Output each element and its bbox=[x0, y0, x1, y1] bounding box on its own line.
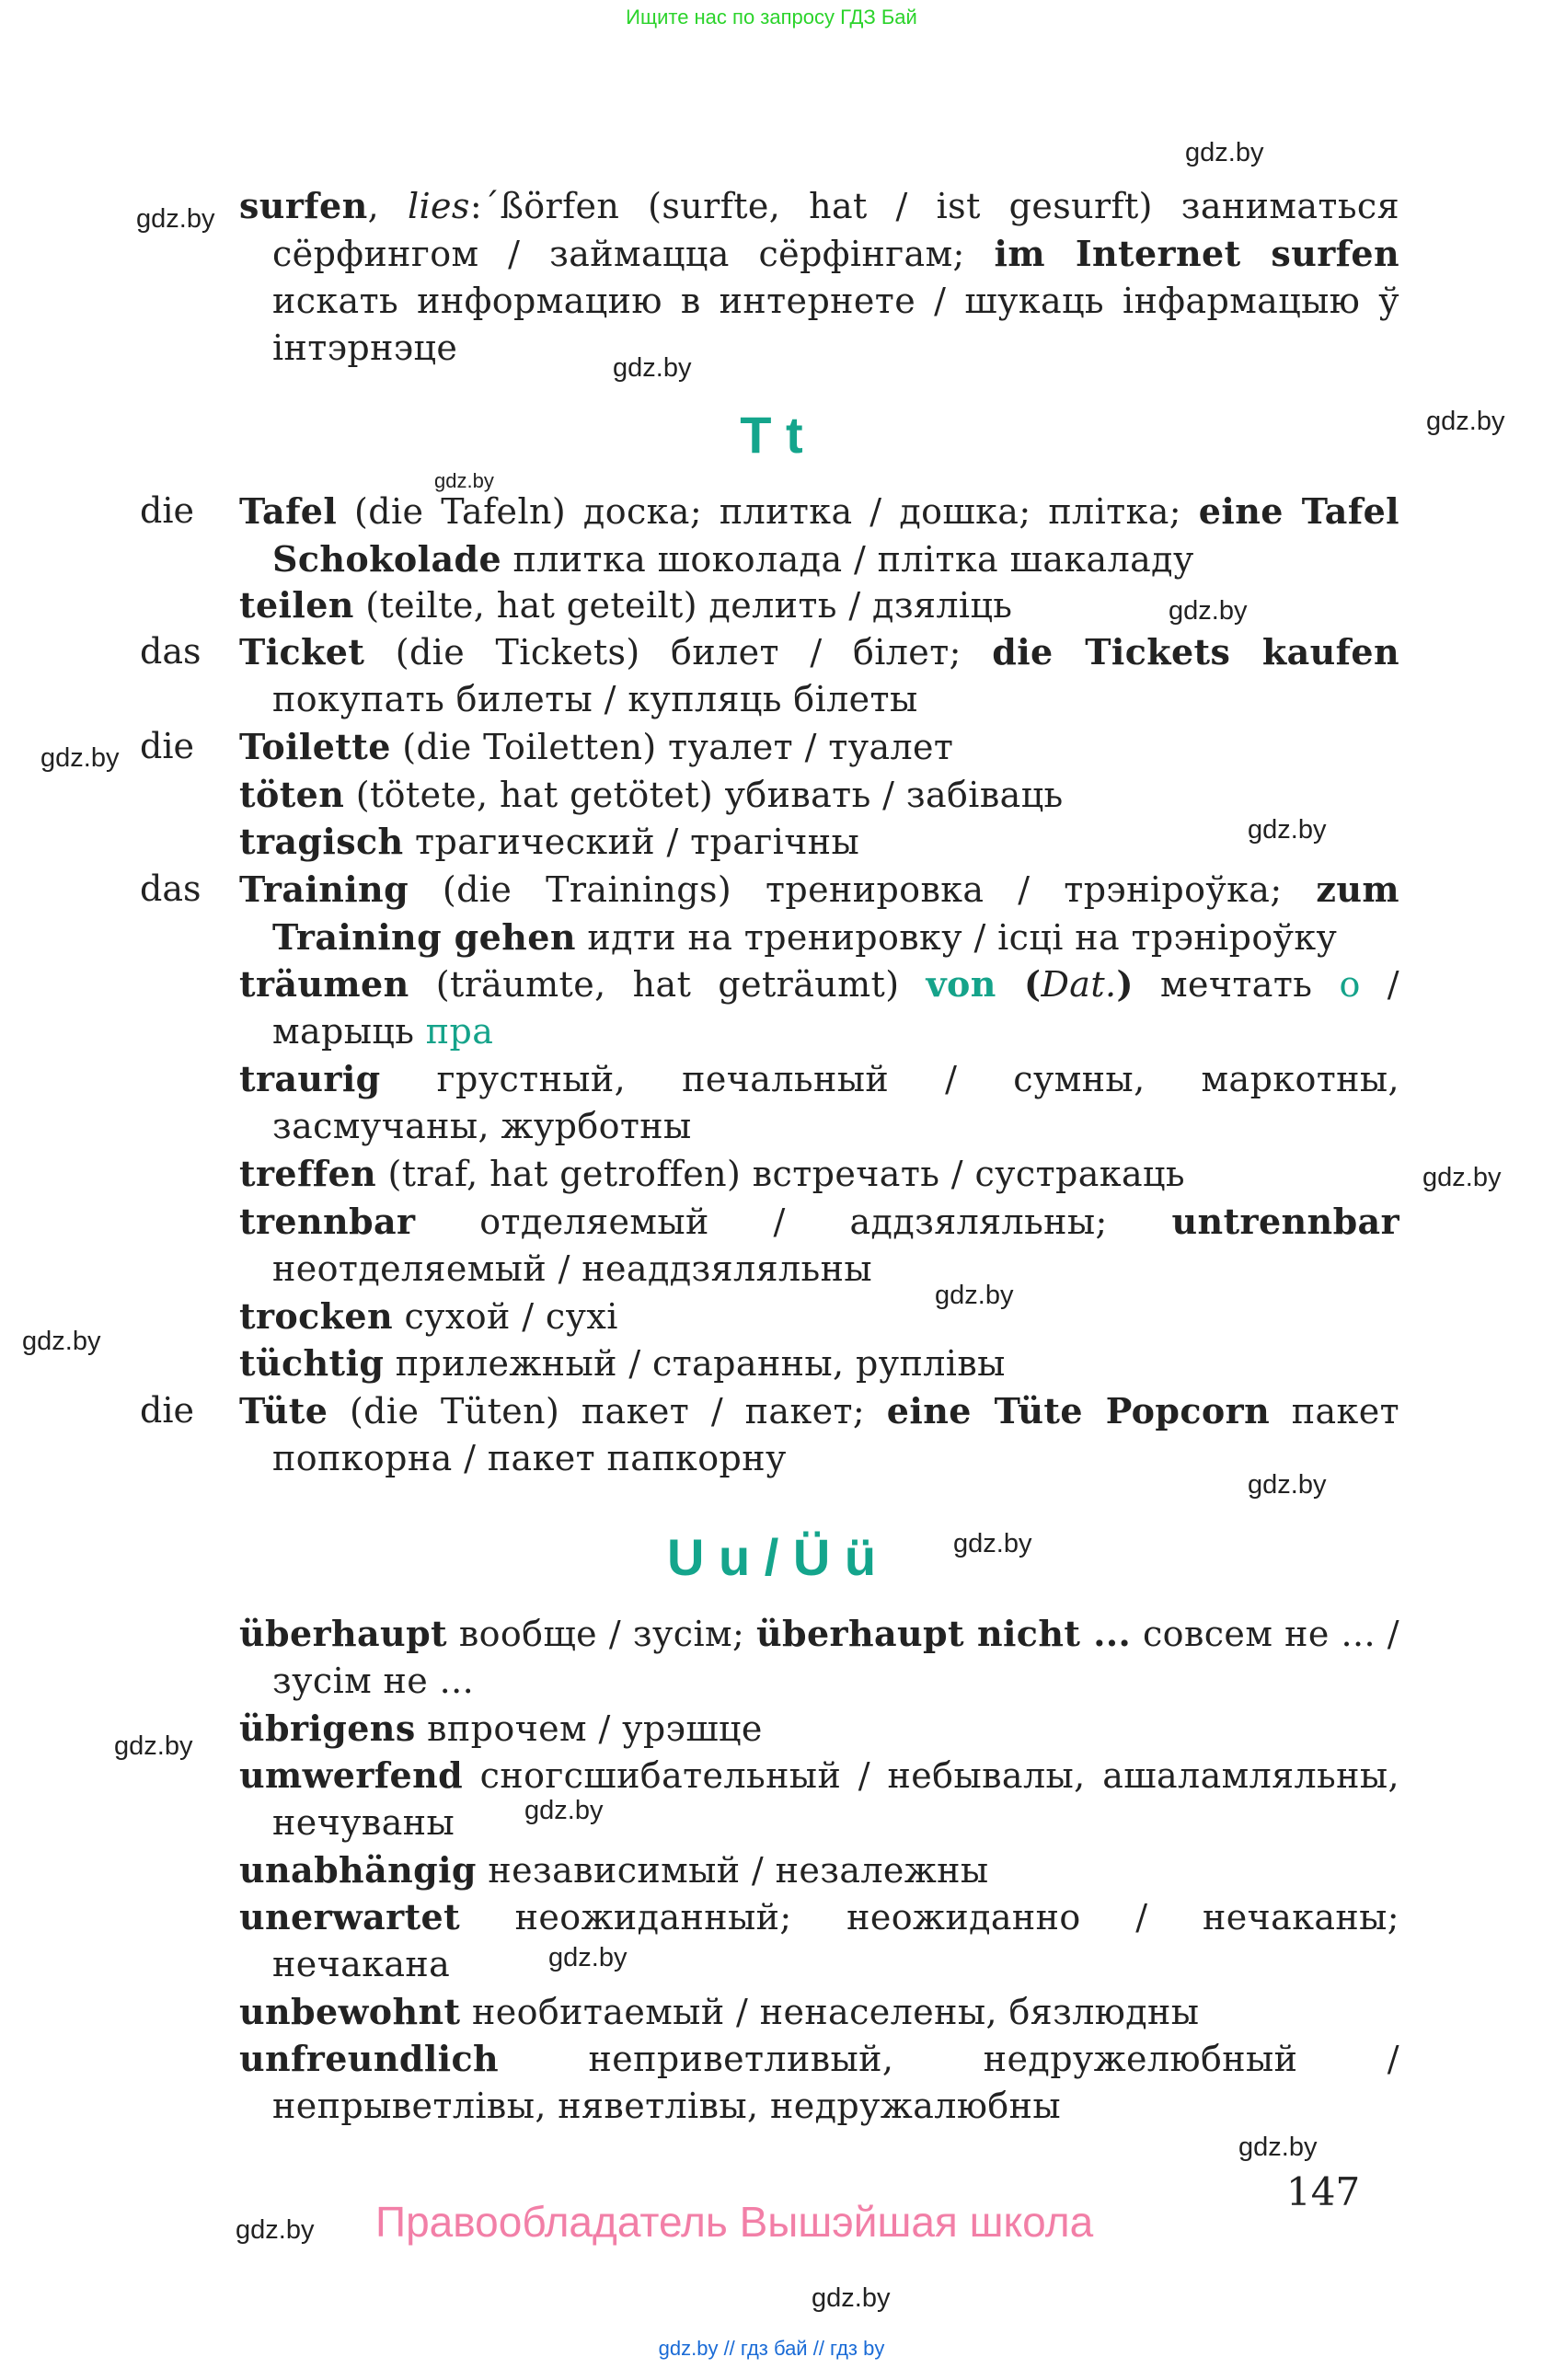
entry-traeumen bbox=[239, 960, 1399, 1055]
entry-tuete bbox=[239, 1387, 1399, 1482]
entry-surfen bbox=[239, 182, 1399, 372]
entry-text: прилежный / старанны, руплівы bbox=[384, 1343, 1006, 1384]
copyright-holder: Правообладатель Вышэйшая школа bbox=[375, 2198, 1094, 2246]
entry-text: (tötete, hat getötet) убивать / забіваць bbox=[344, 775, 1064, 815]
entry-tuechtig bbox=[239, 1339, 1399, 1387]
headword: Toilette bbox=[239, 726, 391, 767]
entry-text: ) bbox=[1116, 963, 1134, 1005]
entry-unerwartet bbox=[239, 1893, 1399, 1988]
entry-text: отделяемый / аддзяляльны; bbox=[415, 1201, 1172, 1242]
watermark: gdz.by bbox=[22, 1327, 101, 1356]
entry-text: (die Tafeln) доска; плитка / дошка; плітка; bbox=[337, 491, 1199, 532]
headword: Tafel bbox=[239, 490, 338, 532]
preposition: пра bbox=[425, 1011, 494, 1052]
watermark: gdz.by bbox=[812, 2283, 891, 2313]
entry-text: неприветливый, недружелюбный / непрыветлівы, нявeтлівы, недружалюбны bbox=[272, 2039, 1399, 2126]
headword: tragisch bbox=[239, 821, 404, 862]
headword: umwerfend bbox=[239, 1754, 464, 1796]
entry-training bbox=[239, 866, 1399, 961]
section-letter-t: T t bbox=[740, 406, 803, 464]
entry-text: необитаемый / ненаселены, бязлюдны bbox=[460, 1992, 1200, 2032]
watermark: gdz.by bbox=[613, 353, 692, 383]
lies-label: lies bbox=[407, 186, 470, 226]
phrase: zum Training gehen bbox=[272, 868, 1399, 958]
entry-text: (die Tüten) пакет / пакет; bbox=[328, 1391, 887, 1431]
headword: überhaupt bbox=[239, 1613, 447, 1654]
headword: töten bbox=[239, 774, 345, 815]
entry-text: независимый / незалежны bbox=[476, 1850, 989, 1891]
entry-text: (traf, hat getroffen) встречать / сустракаць bbox=[376, 1154, 1185, 1194]
watermark: gdz.by bbox=[1422, 1163, 1502, 1192]
article: die bbox=[140, 726, 194, 766]
entry-text: идти на тренировку / ісці на трэніроўку bbox=[575, 917, 1338, 958]
watermark: gdz.by bbox=[524, 1796, 604, 1825]
headword: Ticket bbox=[239, 631, 365, 673]
entry-text: / марыць bbox=[272, 964, 1400, 1052]
headword: tüchtig bbox=[239, 1342, 385, 1384]
entry-unfreundlich bbox=[239, 2035, 1399, 2130]
preposition: о bbox=[1339, 964, 1361, 1005]
entry-tragisch bbox=[239, 818, 1399, 866]
entry-text: сногсшибательный / небывалы, ашаламляльны, нечуваны bbox=[272, 1755, 1399, 1843]
article: die bbox=[140, 490, 194, 531]
watermark: gdz.by bbox=[1169, 596, 1248, 626]
entry-trocken bbox=[239, 1293, 1399, 1340]
entry-text: (die Trainings) тренировка / трэніроўка; bbox=[409, 869, 1317, 910]
entry-unabhaengig bbox=[239, 1846, 1399, 1894]
entry-text: совсем не ... / зусім не ... bbox=[272, 1614, 1399, 1701]
headword: surfen bbox=[239, 185, 368, 226]
entry-treffen bbox=[239, 1150, 1399, 1198]
watermark: gdz.by bbox=[548, 1943, 628, 1972]
watermark: gdz.by bbox=[1238, 2133, 1318, 2162]
entry-text: грустный, печальный / сумны, маркотны, засмучаны, журботны bbox=[272, 1059, 1399, 1146]
entry-text: трагический / трагічны bbox=[403, 822, 860, 862]
watermark: gdz.by bbox=[1248, 815, 1327, 845]
page-number: 147 bbox=[1286, 2169, 1361, 2214]
entry-text: (die Tickets) билет / білет; bbox=[364, 632, 993, 673]
entry-text: неожиданный; неожиданно / нечаканы; нечакана bbox=[272, 1897, 1399, 1984]
entry-traurig bbox=[239, 1055, 1399, 1150]
watermark: gdz.by bbox=[935, 1281, 1014, 1310]
phrase: untrennbar bbox=[1171, 1201, 1399, 1242]
entry-text: мечтать bbox=[1133, 964, 1340, 1005]
headword: unbewohnt bbox=[239, 1991, 461, 2032]
entry-toilette bbox=[239, 723, 1399, 771]
phrase: eine Tüte Popcorn bbox=[886, 1390, 1271, 1431]
entry-text: ( bbox=[996, 963, 1042, 1005]
watermark: gdz.by bbox=[236, 2215, 315, 2245]
watermark: gdz.by bbox=[953, 1529, 1032, 1558]
entry-text: впрочем / урэшце bbox=[415, 1708, 763, 1749]
watermark: gdz.by bbox=[114, 1731, 193, 1761]
entry-text: :´ßörfen (surfte, hat / ist gesurft) заниматься сёрфингом / займацца сёрфінгам; bbox=[272, 186, 1399, 274]
entry-tafel bbox=[239, 488, 1399, 583]
entry-text: сухой / сухі bbox=[393, 1296, 618, 1337]
section-letter-u: U u / Ü ü bbox=[666, 1528, 877, 1586]
watermark: gdz.by bbox=[40, 743, 120, 773]
watermark: gdz.by bbox=[1426, 407, 1505, 436]
article: das bbox=[140, 631, 202, 672]
headword: Training bbox=[239, 868, 409, 910]
phrase: im Internet surfen bbox=[994, 233, 1400, 274]
bottom-links[interactable]: gdz.by // гдз бай // гдз by bbox=[658, 2337, 885, 2360]
headword: Tüte bbox=[239, 1390, 328, 1431]
headword: trocken bbox=[239, 1295, 393, 1337]
entry-ueberhaupt bbox=[239, 1610, 1399, 1705]
watermark: gdz.by bbox=[434, 469, 494, 492]
watermark: gdz.by bbox=[136, 204, 215, 234]
headword: träumen bbox=[239, 963, 409, 1005]
entry-text: (teilte, hat geteilt) делить / дзяліць bbox=[353, 585, 1013, 626]
entry-text: плитка шоколада / плітка шакаладу bbox=[501, 539, 1194, 580]
headword: unfreundlich bbox=[239, 2038, 500, 2079]
entry-uebrigens bbox=[239, 1705, 1399, 1753]
preposition: von bbox=[926, 963, 996, 1005]
watermark: gdz.by bbox=[1185, 138, 1264, 167]
phrase: überhaupt nicht ... bbox=[755, 1613, 1132, 1654]
entry-text: покупать билеты / купляць білеты bbox=[272, 679, 918, 719]
headword: übrigens bbox=[239, 1707, 416, 1749]
headword: trennbar bbox=[239, 1201, 416, 1242]
entry-ticket bbox=[239, 628, 1399, 723]
article: die bbox=[140, 1390, 194, 1431]
headword: treffen bbox=[239, 1153, 377, 1194]
entry-text: , bbox=[367, 186, 408, 226]
top-banner[interactable]: Ищите нас по запросу ГДЗ Бай bbox=[626, 6, 917, 29]
phrase: die Tickets kaufen bbox=[992, 631, 1399, 673]
article: das bbox=[140, 868, 202, 909]
entry-trennbar bbox=[239, 1198, 1399, 1293]
headword: traurig bbox=[239, 1058, 381, 1099]
entry-teilen bbox=[239, 581, 1399, 629]
entry-toeten bbox=[239, 771, 1399, 819]
entry-text: (träumte, hat geträumt) bbox=[409, 964, 927, 1005]
entry-text: (die Toiletten) туалет / туалет bbox=[390, 727, 954, 767]
entry-unbewohnt bbox=[239, 1988, 1399, 2036]
entry-text: искать информацию в интернете / шукаць інфармацыю ў інтэрнэце bbox=[272, 281, 1399, 368]
headword: teilen bbox=[239, 584, 354, 626]
entry-text: неотделяемый / неаддзяляльны bbox=[272, 1248, 872, 1289]
headword: unerwartet bbox=[239, 1896, 461, 1937]
case-label: Dat. bbox=[1041, 964, 1117, 1005]
entry-text: вообще / зусім; bbox=[447, 1614, 756, 1654]
headword: unabhängig bbox=[239, 1849, 477, 1891]
entry-umwerfend bbox=[239, 1752, 1399, 1846]
entry-text: пакет попкорна / пакет папкорну bbox=[272, 1391, 1400, 1478]
phrase: eine Tafel Schokolade bbox=[272, 490, 1399, 580]
watermark: gdz.by bbox=[1248, 1470, 1327, 1500]
